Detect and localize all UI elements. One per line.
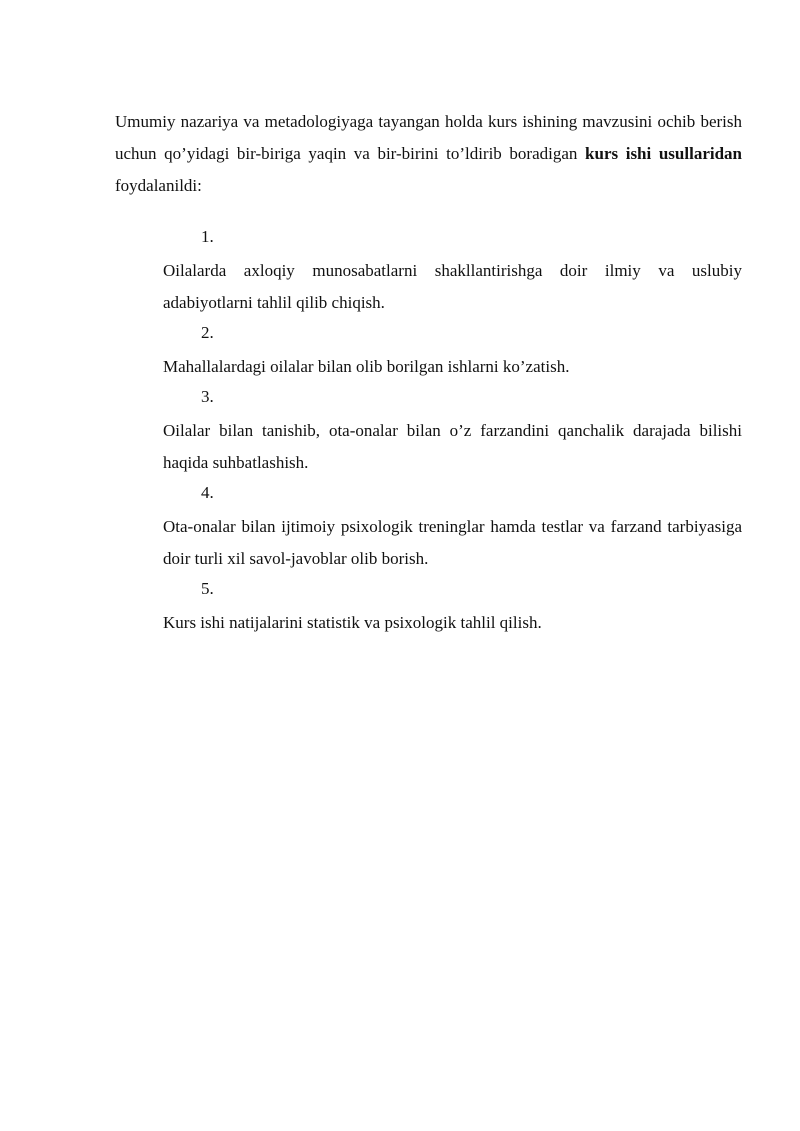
intro-text: Umumiy nazariya va metadologiyaga tayangan holda kurs ishining mavzusini ochib berish uchun qo’yidagi bir-biriga yaqin va bir-birini to’ldirib boradigan — [115, 112, 742, 163]
list-item-number: 4. — [201, 483, 214, 502]
list-item-number: 3. — [201, 387, 214, 406]
list-item-text: Ota-onalar bilan ijtimoiy psixologik treninglar hamda testlar va farzand tarbiyasiga doir turli xil savol-javoblar olib borish. — [163, 517, 742, 568]
list-item — [0, 479, 800, 575]
list-item — [0, 319, 800, 383]
list-item-number: 5. — [201, 579, 214, 598]
methods-list — [0, 223, 800, 639]
list-item-text: Mahallalardagi oilalar bilan olib borilgan ishlarni ko’zatish. — [163, 357, 570, 376]
list-item-text: Oilalarda axloqiy munosabatlarni shakllantirishga doir ilmiy va uslubiy adabiyotlarni tahlil qilib chiqish. — [163, 261, 742, 312]
list-item-number: 1. — [201, 227, 214, 246]
list-item — [0, 575, 800, 639]
list-item — [0, 383, 800, 479]
list-item-text: Kurs ishi natijalarini statistik va psixologik tahlil qilish. — [163, 613, 542, 632]
list-item-number: 2. — [201, 323, 214, 342]
intro-bold-text: kurs ishi usullaridan — [585, 144, 742, 163]
list-item-text: Oilalar bilan tanishib, ota-onalar bilan o’z farzandini qanchalik darajada bilishi haqida suhbatlashish. — [163, 421, 742, 472]
intro-paragraph — [115, 106, 742, 202]
intro-text-end: foydalanildi: — [115, 176, 202, 195]
list-item — [0, 223, 800, 319]
